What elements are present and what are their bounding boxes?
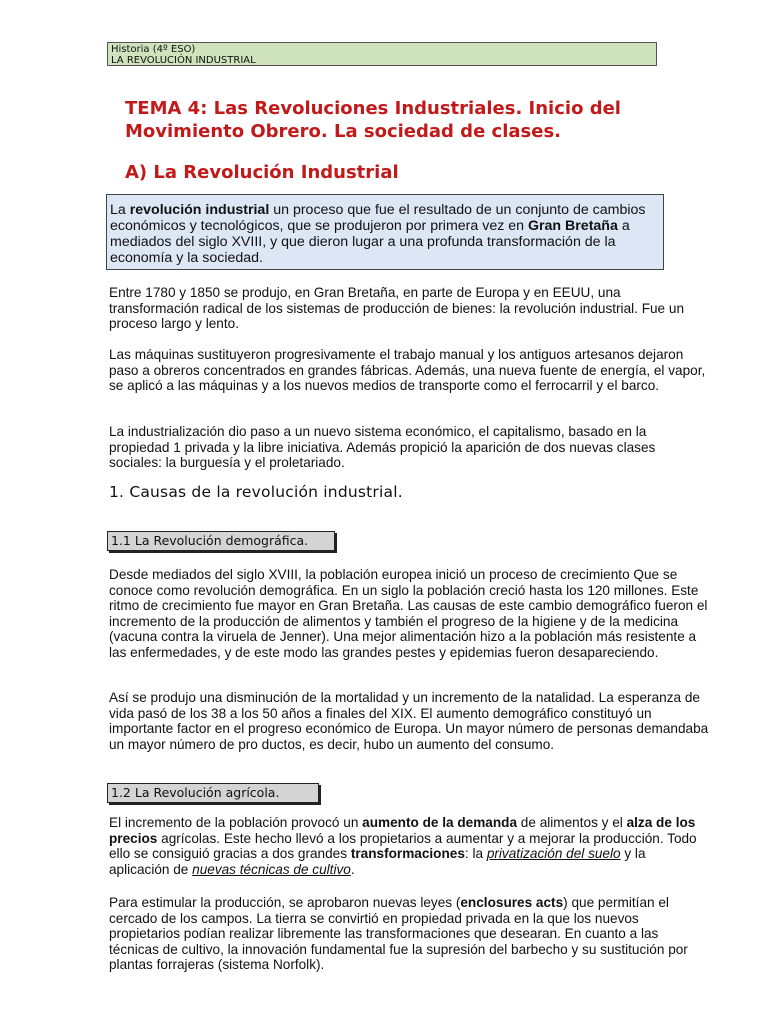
header-subject: Historia (4º ESO)	[111, 44, 196, 55]
agri-text: El incremento de la población provocó un	[109, 815, 363, 830]
paragraph-intro: Entre 1780 y 1850 se produjo, en Gran Bretaña, en parte de Europa y en EEUU, una transformación radical de los sistemas de producción de bienes: la revolución industrial. Fue un proceso largo y lento.	[109, 285, 685, 332]
enclosures-text: Para estimular la producción, se aprobaron nuevas leyes (	[109, 895, 461, 910]
paragraph-demographic: Desde mediados del siglo XVIII, la población europea inició un proceso de crecimiento Que se conoce como revolución demográfica. En un siglo la población creció hasta los 120 millones. Este ritmo de crecimiento fue mayor en Gran Bretaña. Las causas de este cambio demográfico fueron el incremento de la producción de alimentos y también el progreso de la higiene y de la medicina (vacuna contra la viruela de Jenner). Una mejor alimentación hizo a la población más resistente a las enfermedades, y de este modo las grandes pestes y epidemias fueron desapareciendo.	[109, 567, 708, 660]
agri-text: agrícolas. Este hecho llevó a los propietarios a aumentar y a mejorar la producción. Todo ello se consiguió gracias a dos grandes	[109, 830, 697, 862]
heading-causes: 1. Causas de la revolución industrial.	[109, 483, 403, 501]
agri-bold-prices: alza de los precios	[109, 815, 696, 846]
definition-term: revolución industrial	[129, 202, 270, 218]
agri-bold-demand: aumento de la demanda	[362, 815, 518, 830]
agri-text: : la	[464, 846, 487, 862]
document-header	[107, 42, 657, 66]
page-title: TEMA 4: Las Revoluciones Industriales. Inicio del Movimiento Obrero. La sociedad de clases.	[125, 98, 621, 142]
subheading-demographic: 1.1 La Revolución demográfica.	[107, 531, 335, 551]
paragraph-industrialization: La industrialización dio paso a un nuevo sistema económico, el capitalismo, basado en la propiedad 1 privada y la libre iniciativa. Además propició la aparición de dos nuevas clases sociales: la burguesía y el proletariado.	[109, 424, 656, 471]
definition-text: a mediados del siglo XVIII, y que dieron lugar a una profunda transformación de la economía y la sociedad.	[110, 218, 630, 266]
definition-text: La	[110, 202, 130, 218]
definition-place: Gran Bretaña	[527, 218, 618, 234]
paragraph-enclosures	[109, 895, 709, 973]
agri-underlined-privatization: privatización del suelo	[486, 846, 621, 862]
header-topic: LA REVOLUCIÓN INDUSTRIAL	[111, 55, 256, 66]
enclosures-text: ) que permitían el cercado de los campos. La tierra se convirtió en propiedad privada en la que los nuevos propietarios podían realizar libremente las transformaciones que desearan. En cuanto a las técnicas de cultivo, la innovación fundamental fue la supresión del barbecho y su sustitución por plantas forrajeras (sistema Norfolk).	[109, 895, 688, 973]
agri-text: y la aplicación de	[109, 846, 646, 877]
agri-underlined-techniques: nuevas técnicas de cultivo	[192, 861, 351, 877]
agri-text: .	[350, 861, 355, 877]
section-a-title: A) La Revolución Industrial	[125, 162, 399, 183]
definition-text: un proceso que fue el resultado de un conjunto de cambios económicos y tecnológicos, que se produjeron por primera vez en	[110, 202, 646, 234]
paragraph-agricultural	[109, 815, 709, 877]
paragraph-mortality: Así se produjo una disminución de la mortalidad y un incremento de la natalidad. La esperanza de vida pasó de los 38 a los 50 años a finales del XIX. El aumento demográfico constituyó un importante factor en el progreso económico de Europa. Un mayor número de personas demandaba un mayor número de pro ductos, es decir, hubo un aumento del consumo.	[109, 690, 709, 752]
subheading-agricultural: 1.2 La Revolución agrícola.	[107, 783, 319, 803]
agri-text: de alimentos y el	[517, 815, 627, 830]
paragraph-machines: Las máquinas sustituyeron progresivamente el trabajo manual y los antiguos artesanos dejaron paso a obreros concentrados en grandes fábricas. Además, una nueva fuente de energía, el vapor, se aplicó a las máquinas y a los nuevos medios de transporte como el ferrocarril y el barco.	[109, 347, 706, 394]
enclosures-bold: enclosures acts	[460, 895, 564, 910]
agri-bold-transformations: transformaciones	[350, 846, 465, 862]
definition-box	[106, 194, 664, 270]
